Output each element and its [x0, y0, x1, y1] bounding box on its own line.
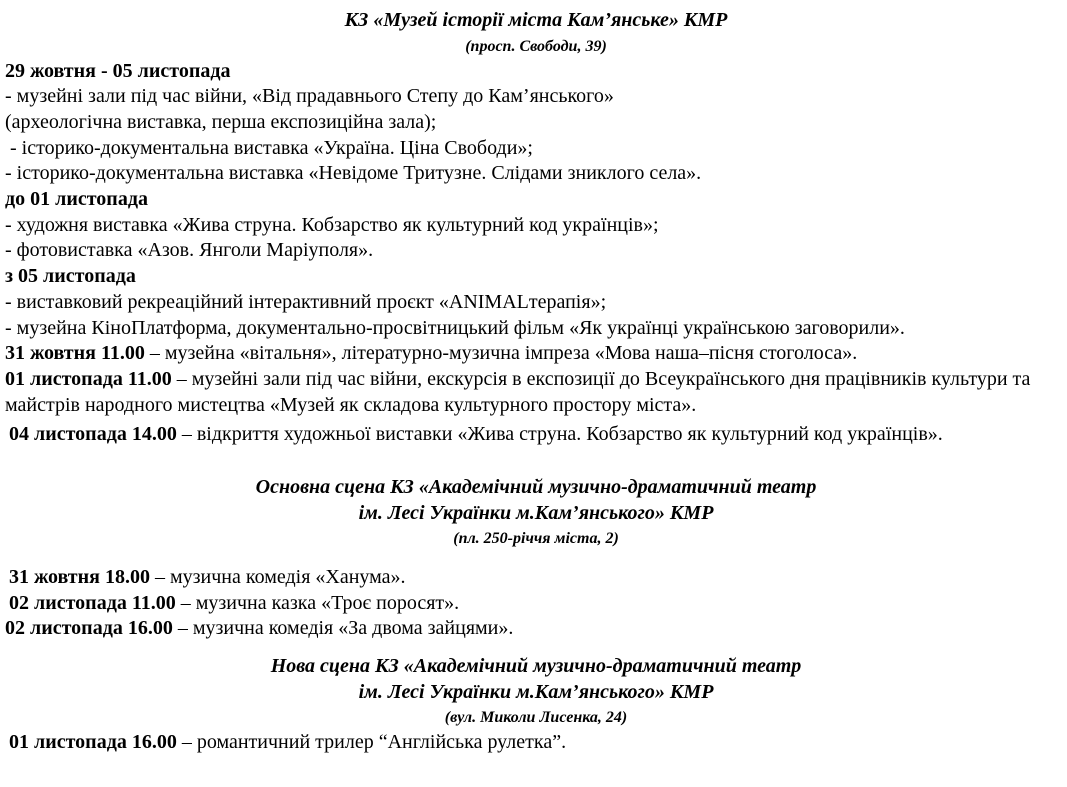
spacer	[5, 448, 1067, 475]
event-entry	[5, 367, 1060, 418]
event-text: – музична комедія «За двома зайцями».	[172, 617, 514, 640]
event-text: – музейні зали під час війни, екскурсія в експозиції до Всеукраїнського дня працівників культури та майстрів народного мистецтва «Музей як складова культурного простору міста».	[5, 367, 1031, 416]
list-item: - історико-документальна виставка «Невідоме Тритузне. Слідами зниклого села».	[5, 162, 702, 185]
museum-title: КЗ «Музей історії міста Кам’янське» КМР	[344, 9, 728, 31]
period-heading: до 01 листопада	[5, 188, 148, 211]
list-item: - художня виставка «Жива струна. Кобзарство як культурний код українців»;	[5, 213, 659, 236]
list-item: - фотовиставка «Азов. Янголи Маріуполя».	[5, 239, 374, 262]
theater-new-title-line2: ім. Лесі Українки м.Кам’янського» КМР	[358, 680, 714, 703]
event-entry	[5, 591, 1067, 617]
theater-main-address: (пл. 250-річчя міста, 2)	[453, 530, 619, 548]
event-date: 02 листопада 16.00	[5, 617, 173, 640]
event-text: – відкриття художньої виставки «Жива струна. Кобзарство як культурний код українців».	[176, 423, 943, 446]
event-entry	[5, 565, 1067, 591]
event-text: – романтичний трилер “Англійська рулетка”.	[176, 731, 567, 754]
event-date: 02 листопада 11.00	[9, 591, 176, 614]
event-entry	[5, 616, 1067, 642]
list-item: - музейні зали під час війни, «Від прадавнього Степу до Кам’янського»	[5, 85, 614, 108]
event-entry	[5, 422, 1067, 448]
theater-new-address: (вул. Миколи Лисенка, 24)	[444, 709, 628, 727]
event-text: – музейна «вітальня», літературно-музична імпреза «Мова наша–пісня стоголоса».	[144, 342, 858, 365]
event-date: 04 листопада 14.00	[9, 423, 177, 446]
event-date: 31 жовтня 11.00	[5, 342, 145, 365]
event-date: 01 листопада 16.00	[9, 731, 177, 754]
event-date: 31 жовтня 18.00	[9, 566, 150, 589]
theater-main-title-line2: ім. Лесі Українки м.Кам’янського» КМР	[358, 501, 714, 524]
event-entry	[5, 341, 1067, 367]
event-text: – музична комедія «Ханума».	[149, 566, 406, 589]
period-heading: 29 жовтня - 05 листопада	[5, 59, 231, 82]
event-date: 01 листопада 11.00	[5, 367, 172, 390]
list-item: - виставковий рекреаційний інтерактивний проєкт «ANIMALтерапія»;	[5, 290, 607, 313]
spacer	[5, 642, 1067, 654]
list-item: - історико-документальна виставка «Україна. Ціна Свободи»;	[5, 136, 533, 159]
spacer	[5, 551, 1067, 565]
event-text: – музична казка «Троє поросят».	[175, 591, 460, 614]
museum-address: (просп. Свободи, 39)	[465, 37, 607, 55]
event-entry	[5, 730, 1067, 756]
list-item: - музейна КіноПлатформа, документально-просвітницький фільм «Як українці українською заговорили».	[5, 316, 905, 339]
theater-new-title-line1: Нова сцена КЗ «Академічний музично-драматичний театр	[270, 655, 802, 678]
theater-main-title-line1: Основна сцена КЗ «Академічний музично-драматичний театр	[255, 476, 817, 499]
period-heading: з 05 листопада	[5, 265, 136, 288]
list-item: (археологічна виставка, перша експозиційна зала);	[5, 110, 437, 133]
